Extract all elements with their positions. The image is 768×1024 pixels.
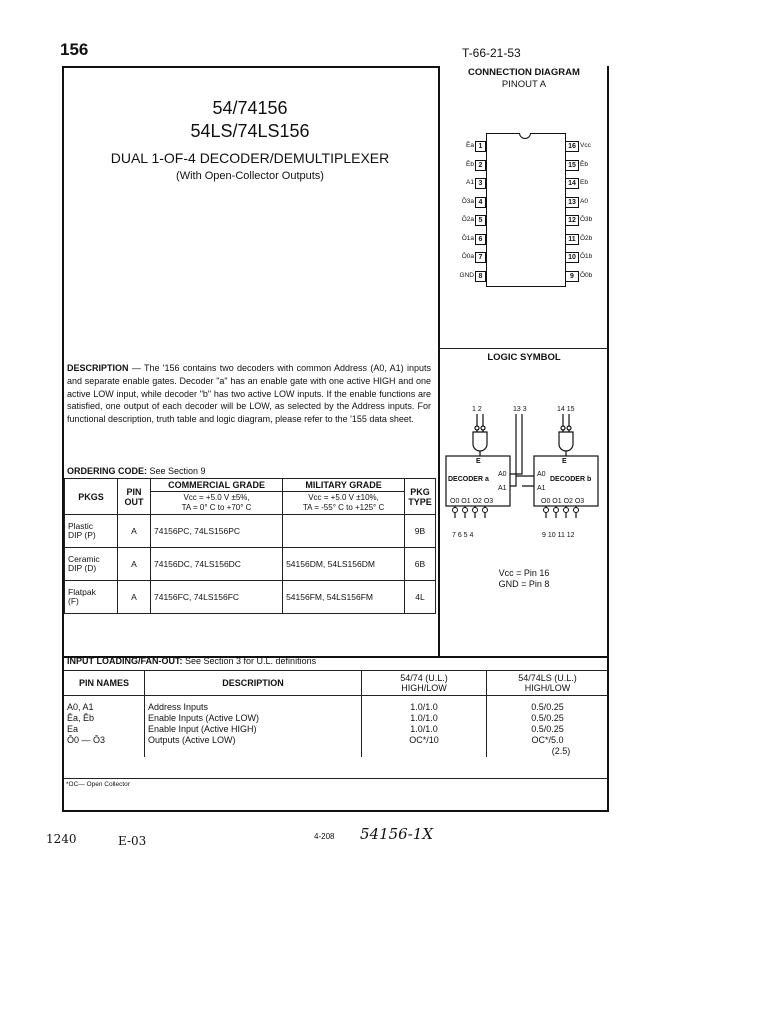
right-pin-number: 10 (565, 252, 579, 263)
left-pin-number: 4 (475, 197, 486, 208)
logic-e-b: E (562, 458, 567, 465)
ic-notch (519, 133, 531, 139)
logic-outs-b: O0 O1 O2 O3 (541, 498, 585, 505)
logic-a0-b: A0 (537, 471, 546, 478)
ul54-cell: OC*/10 (362, 735, 487, 746)
desc-cell: Outputs (Active LOW) (145, 735, 362, 746)
military-conditions: Vcc = +5.0 V ±10%, TA = -55° C to +125° C (283, 492, 405, 515)
description-lead: DESCRIPTION (67, 363, 129, 373)
loading-extra: (2.5) (487, 746, 609, 757)
logic-top-pins-a: 1 2 (472, 406, 482, 413)
logic-title: LOGIC SYMBOL (487, 352, 561, 363)
loading-heading (67, 656, 316, 666)
military-cell: 54156FM, 54LS156FM (283, 581, 405, 614)
footnote-rule (64, 778, 608, 779)
right-pin-label: A0 (580, 197, 588, 205)
decoder-a-label: DECODER a (448, 476, 489, 483)
loading-ref: See Section 3 for U.L. definitions (182, 656, 317, 666)
pin-name-cell: A0, A1 (67, 702, 94, 712)
right-pin-label: Eb (580, 179, 588, 186)
pkg-cell: Flatpak (F) (65, 581, 118, 614)
part-number-1: 54/74156 (212, 98, 288, 118)
loading-row (64, 713, 608, 724)
footer-code: E-03 (118, 834, 147, 848)
ul54-cell: 1.0/1.0 (362, 696, 487, 714)
ul54ls-cell: OC*/5.0 (487, 735, 609, 746)
loading-header-row (64, 671, 608, 696)
left-pin-label: GND (459, 271, 474, 279)
description-header: DESCRIPTION (145, 671, 362, 696)
type-cell: 6B (405, 548, 436, 581)
right-pin-number: 14 (565, 178, 579, 189)
ordering-label: ORDERING CODE: (67, 466, 148, 476)
right-pin-number: 13 (565, 197, 579, 208)
pkg-type-header: PKG TYPE (405, 479, 436, 515)
commercial-cell: 74156DC, 74LS156DC (151, 548, 283, 581)
right-pin-label: Vcc (580, 142, 591, 149)
left-pin-label: A1 (466, 179, 474, 186)
logic-bottom-a: 7 6 5 4 (452, 532, 474, 539)
desc-cell: Address Inputs (145, 696, 362, 714)
ordering-ref: See Section 9 (147, 466, 206, 476)
logic-a1-a: A1 (498, 485, 507, 492)
ordering-row (65, 581, 436, 614)
pin-cell: A (118, 515, 151, 548)
right-pin-label: Ō3b (580, 216, 593, 223)
logic-top-pins-mid: 13 3 (513, 406, 527, 413)
loading-row (64, 724, 608, 735)
ordering-row (65, 548, 436, 581)
device-note: (With Open-Collector Outputs) (176, 170, 324, 182)
connection-title: CONNECTION DIAGRAM (468, 67, 580, 78)
type-cell: 9B (405, 515, 436, 548)
ordering-table (64, 478, 436, 614)
ordering-row (65, 515, 436, 548)
ul54ls-cell: 0.5/0.25 (487, 724, 609, 735)
desc-cell: Enable Input (Active HIGH) (145, 724, 362, 735)
logic-divider (438, 348, 608, 349)
left-pin-label: Ēb (466, 160, 474, 168)
loading-table (64, 670, 608, 757)
logic-e-a: E (476, 458, 481, 465)
right-pin-number: 16 (565, 141, 579, 152)
vcc-note: Vcc = Pin 16 (498, 568, 550, 578)
page-code: 156 (60, 40, 89, 59)
right-pin-number: 15 (565, 160, 579, 171)
logic-outs-a: O0 O1 O2 O3 (450, 498, 494, 505)
left-pin-number: 1 (475, 141, 486, 152)
left-pin-label: Ō0a (461, 253, 474, 260)
pin-name-cell: Ō0 — Ō3 (67, 735, 106, 745)
ordering-heading (67, 466, 206, 476)
ul54ls-cell: 0.5/0.25 (487, 696, 609, 714)
logic-top-pins-b: 14 15 (557, 406, 575, 413)
loading-extra-row (64, 746, 608, 757)
loading-row (64, 696, 608, 714)
right-pin-number: 11 (565, 234, 579, 245)
footnote: *OC— Open Collector (66, 781, 130, 788)
military-cell (283, 515, 405, 548)
description-body: — The '156 contains two decoders with common Address (A0, A1) inputs and separate enable gates. Decoder "a" has an enable gate with one active HIGH and one active LOW input, while decoder "b" has two active LOW inputs. If the enable functions are satisfied, one output of each decoder will be LOW, as selected by the Address inputs. For functional description, truth table and logic diagram, please refer to the '155 data sheet. (67, 363, 431, 425)
ul54ls-cell: 0.5/0.25 (487, 713, 609, 724)
left-pin-label: Ō3a (461, 197, 474, 205)
left-pin-number: 5 (475, 215, 486, 226)
left-pin-number: 6 (475, 234, 486, 245)
pin-name-cell: Ēa, Ēb (67, 713, 95, 723)
pkg-cell: Plastic DIP (P) (65, 515, 118, 548)
left-pin-label: Ō2a (461, 216, 474, 223)
right-pin-label: Ō2b (580, 234, 593, 242)
top-rule-left (62, 66, 438, 68)
pin-cell: A (118, 581, 151, 614)
commercial-cell: 74156PC, 74LS156PC (151, 515, 283, 548)
loading-label: INPUT LOADING/FAN-OUT: (67, 656, 183, 666)
pin-cell: A (118, 548, 151, 581)
right-pin-number: 12 (565, 215, 579, 226)
device-subtitle: DUAL 1-OF-4 DECODER/DEMULTIPLEXER (110, 150, 390, 166)
c54ls-header: 54/74LS (U.L.) HIGH/LOW (487, 671, 609, 696)
logic-a0-a: A0 (498, 471, 507, 478)
military-header: MILITARY GRADE (283, 479, 405, 492)
type-cell: 4L (405, 581, 436, 614)
left-pin-number: 7 (475, 252, 486, 263)
left-pin-number: 3 (475, 178, 486, 189)
doc-ref: T-66-21-53 (462, 46, 521, 60)
gnd-note: GND = Pin 8 (498, 579, 550, 589)
logic-a1-b: A1 (537, 485, 546, 492)
left-pin-number: 8 (475, 271, 486, 282)
ul54-cell: 1.0/1.0 (362, 713, 487, 724)
bottom-rule (62, 810, 609, 812)
decoder-b-label: DECODER b (550, 476, 592, 483)
right-pin-number: 9 (565, 271, 579, 282)
footer-number: 1240 (46, 832, 77, 846)
handwritten-note: 54156-1X (360, 825, 434, 843)
description-paragraph (67, 362, 431, 426)
logic-bottom-b: 9 10 11 12 (542, 532, 575, 539)
left-pin-label: Ō1a (461, 234, 474, 242)
part-number-2: 54LS/74LS156 (190, 121, 310, 141)
footer-page: 4-208 (314, 832, 335, 841)
ic-package (486, 133, 566, 287)
right-pin-label: Ēb (580, 160, 588, 168)
commercial-cell: 74156FC, 74LS156FC (151, 581, 283, 614)
ordering-header-row (65, 479, 436, 492)
c54-header: 54/74 (U.L.) HIGH/LOW (362, 671, 487, 696)
pin-name-cell: Ea (67, 724, 79, 734)
loading-row (64, 735, 608, 746)
desc-cell: Enable Inputs (Active LOW) (145, 713, 362, 724)
commercial-header: COMMERCIAL GRADE (151, 479, 283, 492)
right-pin-label: Ō0b (580, 271, 593, 279)
pin-names-header: PIN NAMES (64, 671, 145, 696)
ul54-cell: 1.0/1.0 (362, 724, 487, 735)
pkgs-header: PKGS (65, 479, 118, 515)
pkg-cell: Ceramic DIP (D) (65, 548, 118, 581)
military-cell: 54156DM, 54LS156DM (283, 548, 405, 581)
left-pin-number: 2 (475, 160, 486, 171)
right-pin-label: Ō1b (580, 253, 593, 260)
connection-sub: PINOUT A (501, 79, 547, 90)
commercial-conditions: Vcc = +5.0 V ±5%, TA = 0° C to +70° C (151, 492, 283, 515)
pin-out-header: PIN OUT (118, 479, 151, 515)
left-pin-label: Ēa (466, 142, 474, 149)
